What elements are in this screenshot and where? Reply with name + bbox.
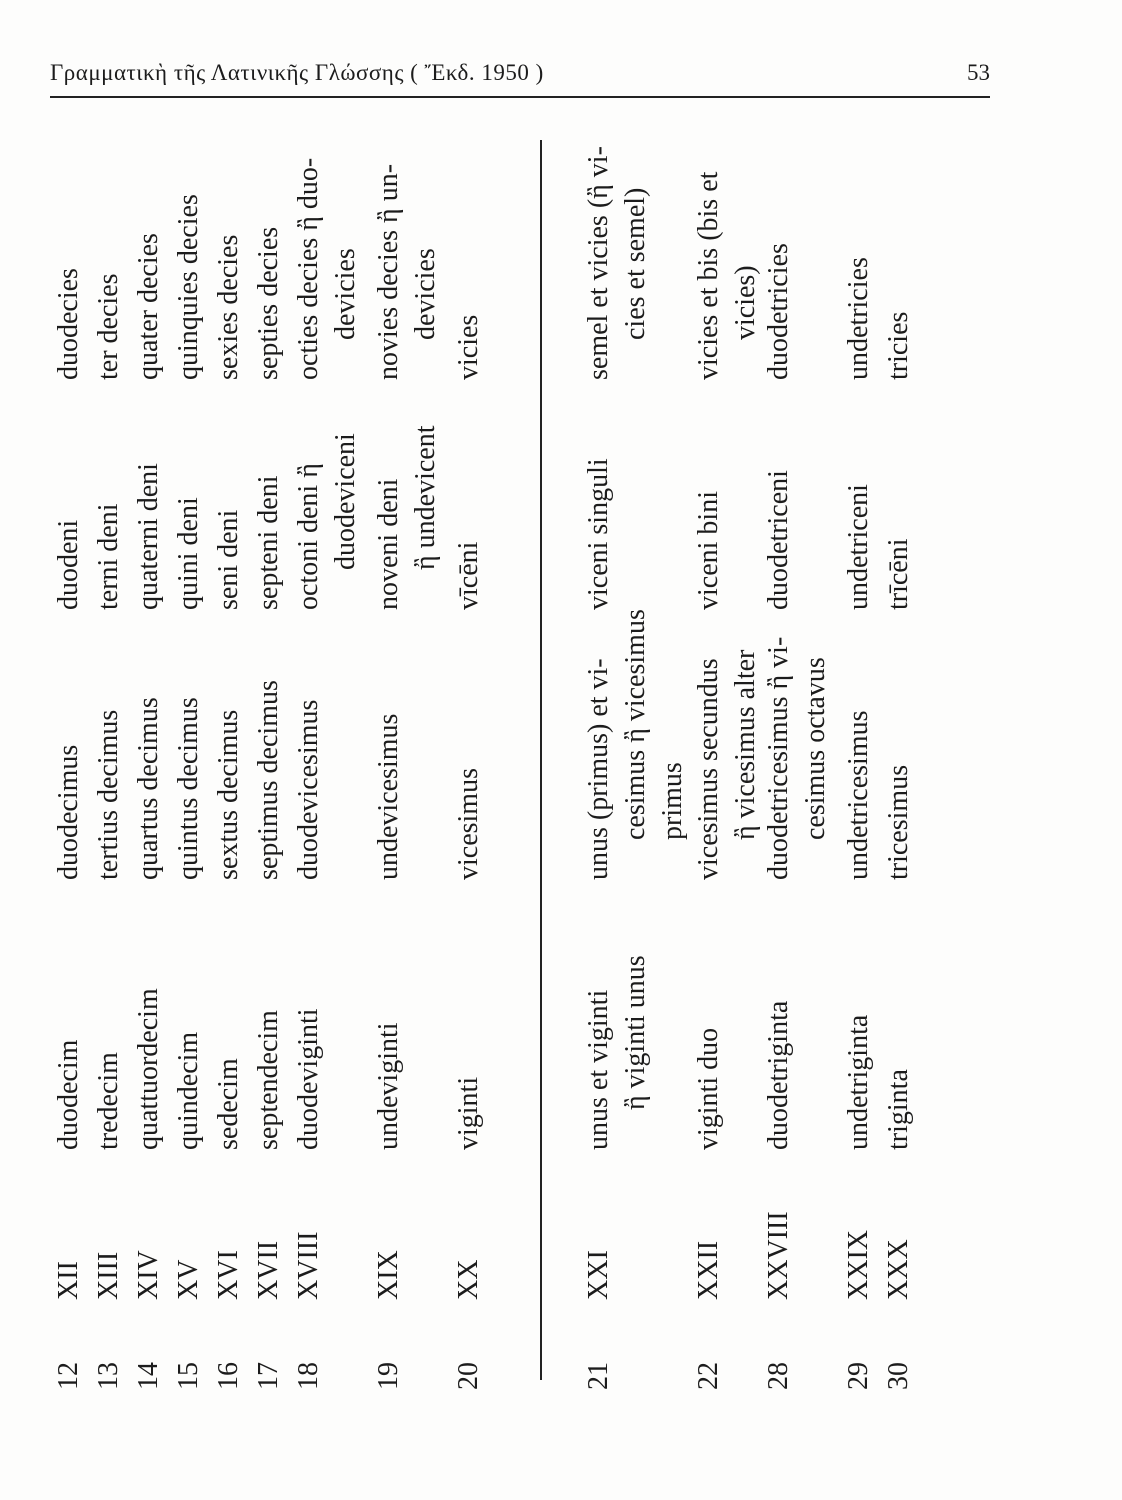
adverb-cell-line: septies decies — [253, 226, 284, 380]
row-number: 20 — [453, 1362, 484, 1390]
adverb-cell-line: octies decies ἢ duo- — [293, 157, 324, 380]
adverb-cell-line: ter decies — [93, 273, 124, 380]
adverb-cell-line: duodecies — [53, 268, 84, 380]
row-number: 30 — [883, 1362, 914, 1390]
adverb-cell-line: vicies et bis (bis et — [693, 171, 724, 380]
adverb-cell — [210, 235, 247, 380]
distributive-cell-line: seni deni — [213, 509, 244, 610]
ordinal-cell-line: tricesimus — [883, 764, 914, 880]
roman-numeral: XXI — [583, 1250, 614, 1300]
cardinal-cell-line: duodeviginti — [293, 1008, 324, 1150]
adverb-cell-line: quater decies — [133, 233, 164, 380]
roman-numeral: XIX — [373, 1250, 404, 1300]
roman-numeral: XIV — [133, 1250, 164, 1300]
adverb-cell-line: vicies) — [730, 265, 761, 340]
roman-numeral: XV — [173, 1259, 204, 1300]
ordinal-cell — [760, 637, 834, 880]
distributive-cell-line: octoni deni ἢ — [293, 463, 324, 610]
cardinal-cell-line: quattuordecim — [133, 988, 164, 1150]
ordinal-cell-line: tertius decimus — [93, 709, 124, 880]
ordinal-cell — [880, 765, 917, 880]
cardinal-cell-line: undetriginta — [843, 1014, 874, 1150]
adverb-cell — [580, 146, 654, 380]
cardinal-cell — [690, 1028, 727, 1150]
cardinal-cell — [250, 1010, 287, 1150]
adverb-cell-line: semel et vicies (ἢ vi- — [583, 146, 614, 380]
cardinal-cell — [50, 1040, 87, 1150]
adverb-cell — [90, 274, 127, 381]
cardinal-cell — [210, 1058, 247, 1150]
ordinal-cell — [130, 697, 167, 880]
ordinal-cell-line: cesimus octavus — [800, 657, 831, 840]
adverb-cell — [760, 243, 797, 380]
book-title: Γραμματικὴ τῆς Λατινικῆς Γλώσσης ( Ἔκδ. 1950 ) — [50, 60, 544, 85]
row-number: 21 — [583, 1362, 614, 1390]
roman-numeral: XVIII — [293, 1231, 324, 1300]
adverb-cell — [450, 315, 487, 380]
ordinal-cell-line: septimus decimus — [253, 680, 284, 880]
cardinal-cell-line: quindecim — [173, 1031, 204, 1150]
ordinal-cell — [580, 609, 691, 880]
cardinal-cell-line: viginti — [453, 1076, 484, 1150]
row-number: 12 — [53, 1362, 84, 1390]
adverb-cell-line: sexies decies — [213, 234, 244, 380]
cardinal-cell-line: sedecim — [213, 1058, 244, 1150]
distributive-cell-line: viceni bini — [693, 491, 724, 610]
row-number: 19 — [373, 1362, 404, 1390]
distributive-cell-line: viceni singuli — [583, 458, 614, 610]
row-number: 17 — [253, 1362, 284, 1390]
roman-numeral: XXIX — [843, 1230, 874, 1300]
numerals-table — [50, 120, 950, 1390]
roman-numeral: XXVIII — [763, 1211, 794, 1300]
ordinal-cell-line: unus (primus) et vi- — [583, 658, 614, 880]
distributive-cell-line: duodeviceni — [330, 433, 361, 570]
distributive-cell — [840, 484, 877, 610]
ordinal-cell — [840, 710, 877, 880]
adverb-cell-line: undetricies — [843, 257, 874, 380]
row-number: 16 — [213, 1362, 244, 1390]
cardinal-cell — [370, 1022, 407, 1150]
roman-numeral: XIII — [93, 1251, 124, 1300]
adverb-cell — [880, 312, 917, 380]
row-number: 28 — [763, 1362, 794, 1390]
adverb-cell-line: quinquies decies — [173, 194, 204, 380]
ordinal-cell-line: sextus decimus — [213, 709, 244, 880]
cardinal-cell-line: triginta — [883, 1069, 914, 1150]
distributive-cell — [370, 426, 444, 610]
distributive-cell — [50, 520, 87, 610]
roman-numeral: XII — [53, 1261, 84, 1300]
ordinal-cell-line: duodecimus — [53, 744, 84, 880]
adverb-cell — [250, 227, 287, 380]
distributive-cell-line: noveni deni — [373, 478, 404, 610]
ordinal-cell — [370, 714, 407, 880]
cardinal-cell — [840, 1015, 877, 1150]
ordinal-cell-line: quintus decimus — [173, 697, 204, 880]
adverb-cell-line: cies et semel) — [620, 187, 651, 340]
cardinal-cell — [880, 1069, 917, 1150]
cardinal-cell — [90, 1052, 127, 1150]
cardinal-cell-line: viginti duo — [693, 1027, 724, 1150]
cardinal-cell-line: unus et viginti — [583, 989, 614, 1150]
adverb-cell-line: vicies — [453, 314, 484, 380]
ordinal-cell-line: ἢ vicesimus alter — [730, 649, 761, 840]
ordinal-cell — [290, 700, 327, 880]
adverb-cell-line: devicies — [330, 248, 361, 340]
ordinal-cell — [50, 745, 87, 880]
distributive-cell — [450, 542, 487, 610]
row-number: 15 — [173, 1362, 204, 1390]
cardinal-cell-line: duodetriginta — [763, 1000, 794, 1150]
page-number: 53 — [967, 60, 990, 85]
ordinal-cell-line: vicesimus — [453, 768, 484, 880]
distributive-cell-line: septeni deni — [253, 475, 284, 610]
row-number: 29 — [843, 1362, 874, 1390]
distributive-cell-line: terni deni — [93, 503, 124, 610]
roman-numeral: XXX — [883, 1239, 914, 1300]
ordinal-cell-line: undevicesimus — [373, 713, 404, 880]
cardinal-cell-line: undeviginti — [373, 1022, 404, 1150]
distributive-cell-line: quaterni deni — [133, 463, 164, 610]
adverb-cell — [290, 158, 364, 380]
ordinal-cell — [170, 697, 207, 880]
distributive-cell — [690, 491, 727, 610]
adverb-cell-line: novies decies ἢ un- — [373, 163, 404, 380]
ordinal-cell-line: primus — [657, 762, 688, 840]
roman-numeral: XVII — [253, 1240, 284, 1300]
cardinal-cell-line: tredecim — [93, 1052, 124, 1150]
adverb-cell-line: duodetricies — [763, 243, 794, 380]
ordinal-cell-line: undetricesimus — [843, 710, 874, 880]
distributive-cell-line: vīcēni — [453, 541, 484, 610]
cardinal-cell — [130, 988, 167, 1150]
distributive-cell — [210, 510, 247, 610]
distributive-cell — [90, 503, 127, 610]
row-number: 18 — [293, 1362, 324, 1390]
roman-numeral: XXII — [693, 1240, 724, 1300]
ordinal-cell — [450, 768, 487, 880]
distributive-cell — [290, 433, 364, 610]
row-number: 22 — [693, 1362, 724, 1390]
ordinal-cell-line: duodevicesimus — [293, 699, 324, 880]
adverb-cell — [370, 164, 444, 380]
distributive-cell-line: quini deni — [173, 497, 204, 610]
adverb-cell-line: tricies — [883, 311, 914, 380]
adverb-cell-line: devicies — [410, 248, 441, 340]
row-number: 13 — [93, 1362, 124, 1390]
cardinal-cell — [580, 955, 654, 1150]
distributive-cell-line: trīcēni — [883, 538, 914, 610]
distributive-cell-line: duodeni — [53, 519, 84, 610]
ordinal-cell — [690, 650, 764, 880]
section-divider — [540, 140, 542, 1380]
distributive-cell-line: undetriceni — [843, 484, 874, 610]
adverb-cell — [690, 172, 764, 380]
roman-numeral: XVI — [213, 1250, 244, 1300]
cardinal-cell — [760, 1001, 797, 1150]
cardinal-cell — [290, 1008, 327, 1150]
cardinal-cell — [450, 1077, 487, 1150]
distributive-cell — [130, 463, 167, 610]
distributive-cell-line: ἢ undevicent — [410, 425, 441, 570]
running-header — [50, 58, 990, 98]
distributive-cell — [250, 475, 287, 610]
cardinal-cell-line: ἢ viginti unus — [620, 955, 651, 1110]
distributive-cell — [880, 538, 917, 610]
adverb-cell — [50, 268, 87, 380]
roman-numeral: XX — [453, 1259, 484, 1300]
ordinal-cell-line: quartus decimus — [133, 697, 164, 880]
ordinal-cell — [250, 680, 287, 880]
adverb-cell — [840, 257, 877, 380]
ordinal-cell-line: vicesimus secundus — [693, 658, 724, 880]
cardinal-cell — [170, 1032, 207, 1150]
row-number: 14 — [133, 1362, 164, 1390]
ordinal-cell — [210, 710, 247, 880]
ordinal-cell-line: cesimus ἢ vicesimus — [620, 609, 651, 840]
distributive-cell — [580, 458, 617, 610]
ordinal-cell-line: duodetricesimus ἢ vi- — [763, 636, 794, 880]
adverb-cell — [170, 194, 207, 380]
distributive-cell — [170, 497, 207, 610]
cardinal-cell-line: duodecim — [53, 1039, 84, 1150]
cardinal-cell-line: septendecim — [253, 1010, 284, 1150]
distributive-cell — [760, 470, 797, 610]
ordinal-cell — [90, 710, 127, 880]
distributive-cell-line: duodetriceni — [763, 470, 794, 610]
adverb-cell — [130, 233, 167, 380]
